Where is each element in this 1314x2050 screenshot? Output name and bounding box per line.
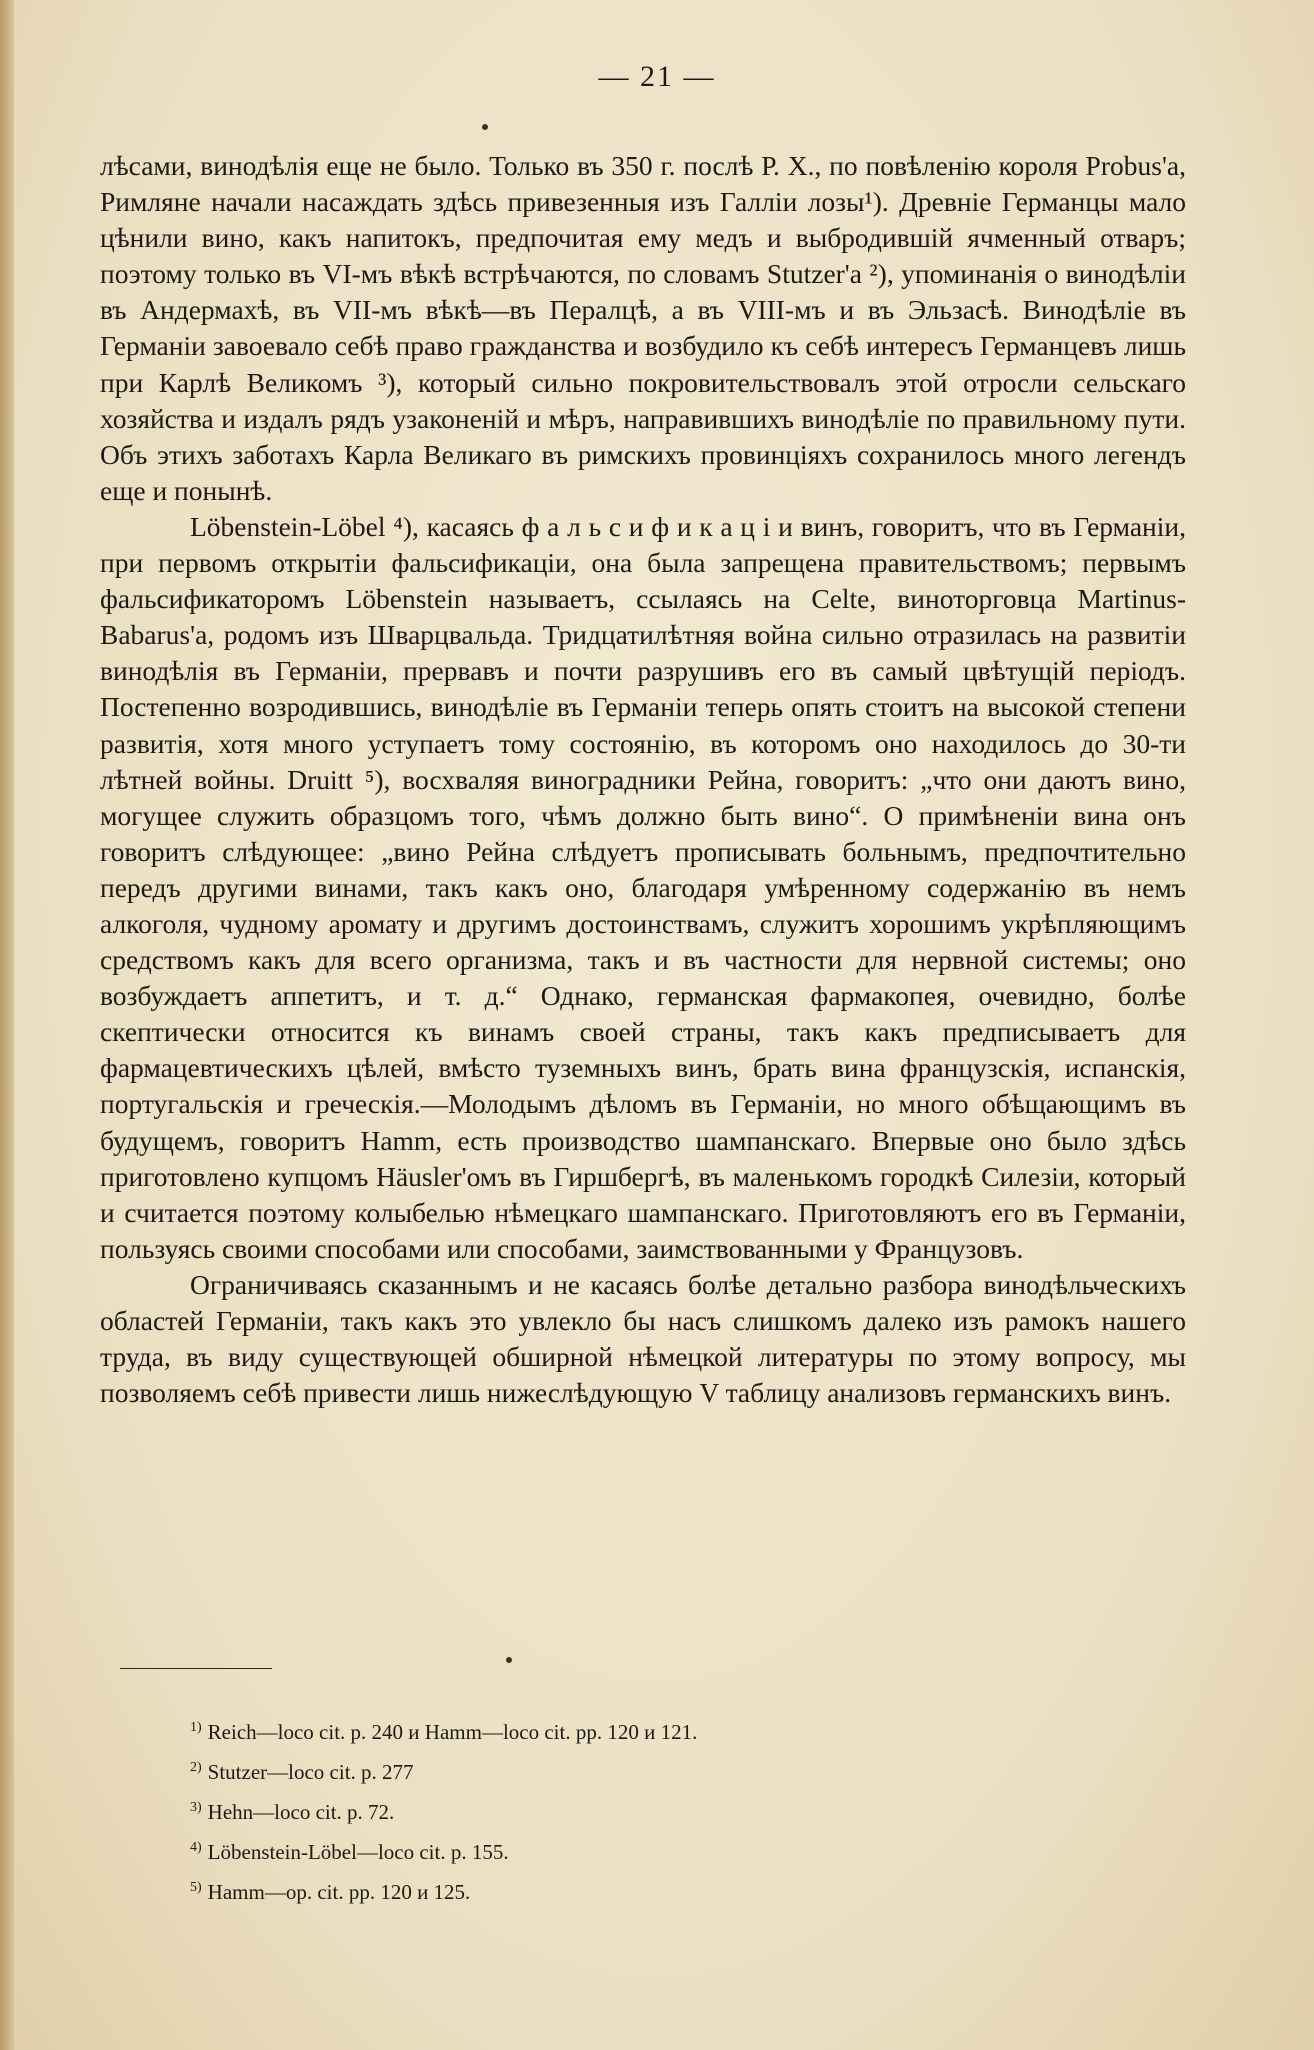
ink-speck (506, 1657, 512, 1663)
footnote (190, 1870, 1090, 1910)
footnote-text: Reich—loco cit. p. 240 и Hamm—loco cit. pp. 120 и 121. (207, 1720, 698, 1744)
footnote (190, 1710, 1090, 1750)
footnote-text: Hamm—op. cit. pp. 120 и 125. (207, 1880, 471, 1904)
footnote (190, 1750, 1090, 1790)
footnote-mark: 2) (190, 1760, 202, 1775)
footnote-mark: 5) (190, 1880, 202, 1895)
footnote (190, 1830, 1090, 1870)
page-fold-shadow (0, 0, 14, 2050)
paragraph: лѣсами, винодѣлія еще не было. Только въ 350 г. послѣ Р. Х., по повѣленію короля Probus'а, Римляне начали насаждать здѣсь привезенныя изъ Галліи лозы¹). Древніе Германцы мало цѣнили вино, какъ напитокъ, предпочитая ему медъ и выбродившій ячменный отваръ; поэтому только въ VI-мъ вѣкѣ встрѣчаются, по словамъ Stutzer'а ²), упоминанія о винодѣліи въ Андермахѣ, въ VII-мъ вѣкѣ—въ Пералцѣ, а въ VIII-мъ и въ Эльзасѣ. Винодѣліе въ Германіи завоевало себѣ право гражданства и возбудило къ себѣ интересъ Германцевъ лишь при Карлѣ Великомъ ³), который сильно покровительствовалъ этой отросли сельскаго хозяйства и издалъ рядъ узаконеній и мѣръ, направившихъ винодѣліе по правильному пути. Объ этихъ заботахъ Карла Великаго въ римскихъ провинціяхъ сохранилось много легендъ еще и понынѣ. (100, 150, 1186, 506)
footnote-text: Stutzer—loco cit. p. 277 (207, 1760, 414, 1784)
footnote-mark: 1) (190, 1720, 202, 1735)
footnote (190, 1790, 1090, 1830)
footnotes (190, 1710, 1090, 1910)
footnote-text: Löbenstein-Löbel—loco cit. p. 155. (207, 1840, 509, 1864)
footnote-mark: 4) (190, 1840, 202, 1855)
page-number: — 21 — (598, 60, 716, 93)
footnote-text: Hehn—loco cit. p. 72. (207, 1800, 395, 1824)
footnote-mark: 3) (190, 1800, 202, 1815)
main-text (100, 148, 1186, 1411)
footnote-separator (120, 1668, 272, 1669)
paragraph: Löbenstein-Löbel ⁴), касаясь ф а л ь с и ф и к а ц і и винъ, говоритъ, что въ Германіи, при первомъ открытіи фальсификаціи, она была запрещена правительствомъ; первымъ фальсификаторомъ Löbenstein называетъ, ссылаясь на Celte, виноторговца Martinus-Babarus'а, родомъ изъ Шварцвальда. Тридцатилѣтняя война сильно отразилась на развитіи винодѣлія въ Германіи, прервавъ и почти разрушивъ его въ самый цвѣтущій періодъ. Постепенно возродившись, винодѣліе въ Германіи теперь опять стоитъ на высокой степени развитія, хотя много уступаетъ тому состоянію, въ которомъ оно находилось до 30-ти лѣтней войны. Druitt ⁵), восхваляя виноградники Рейна, говоритъ: „что они даютъ вино, могущее служить образцомъ того, чѣмъ должно быть вино“. О примѣненіи вина онъ говоритъ слѣдующее: „вино Рейна слѣдуетъ прописывать больнымъ, предпочтительно передъ другими винами, такъ какъ оно, благодаря умѣренному содержанію въ немъ алкоголя, чудному аромату и другимъ достоинствамъ, служитъ хорошимъ укрѣпляющимъ средствомъ какъ для всего организма, такъ и въ частности для нервной системы; оно возбуждаетъ аппетитъ, и т. д.“ Однако, германская фармакопея, очевидно, болѣе скептически относится къ винамъ своей страны, такъ какъ предписываетъ для фармацевтическихъ цѣлей, вмѣсто туземныхъ винъ, брать вина французскія, испанскія, португальскія и греческія.—Молодымъ дѣломъ въ Германіи, но много обѣщающимъ въ будущемъ, говоритъ Hamm, есть производство шампанскаго. Впервые оно было здѣсь приготовлено купцомъ Häusler'омъ въ Гиршбергѣ, въ маленькомъ городкѣ Силезіи, который и считается поэтому колыбелью нѣмецкаго шампанскаго. Приготовляютъ его въ Германіи, пользуясь своими способами или способами, заимствованными у Французовъ. (100, 510, 1186, 1264)
paragraph: Ограничиваясь сказаннымъ и не касаясь болѣе детально разбора винодѣльческихъ областей Германіи, такъ какъ это увлекло бы насъ слишкомъ далеко изъ рамокъ нашего труда, въ виду существующей обширной нѣмецкой литературы по этому вопросу, мы позволяемъ себѣ привести лишь нижеслѣдующую V таблицу анализовъ германскихъ винъ. (100, 1268, 1186, 1409)
ink-speck (482, 124, 488, 130)
